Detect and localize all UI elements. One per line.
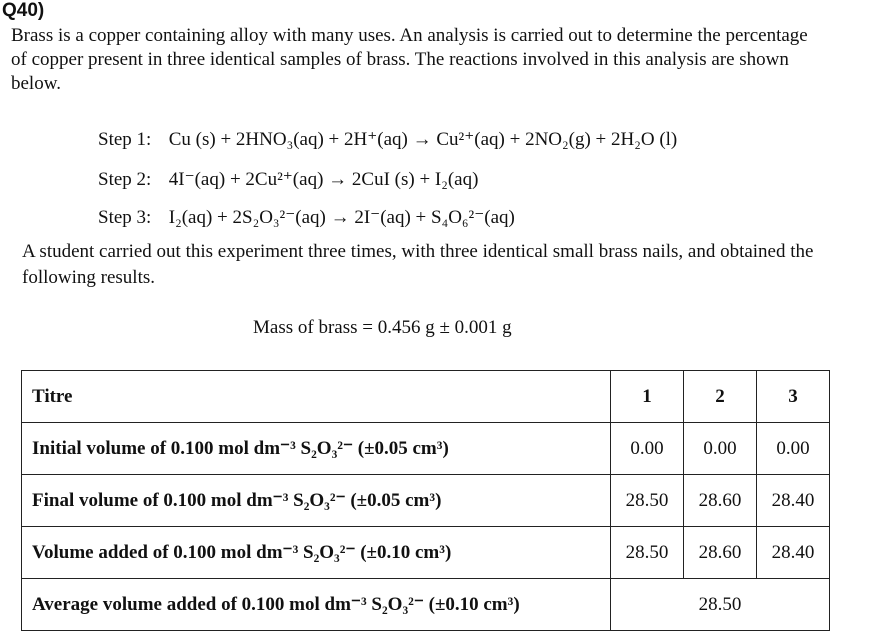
cell-value: 28.40 — [757, 527, 830, 579]
cell-value: 28.50 — [611, 475, 684, 527]
row-label: Volume added of 0.100 mol dm⁻³ S₂O₃²⁻ (±0.10 cm³) — [22, 527, 611, 579]
reaction-step-1 — [98, 128, 677, 151]
cell-value: 28.60 — [684, 475, 757, 527]
cell-value: 28.40 — [757, 475, 830, 527]
reaction-step-3 — [98, 206, 515, 229]
student-paragraph: A student carried out this experiment three times, with three identical small brass nails, and obtained the following results. — [22, 241, 814, 288]
table-row — [22, 527, 830, 579]
step-equation: I₂(aq) + 2S₂O₃²⁻(aq) → 2I⁻(aq) + S₄O₆²⁻(aq) — [168, 207, 515, 228]
cell-value: 0.00 — [757, 423, 830, 475]
reaction-step-2 — [98, 168, 478, 191]
mass-of-brass: Mass of brass = 0.456 g ± 0.001 g — [253, 317, 512, 338]
table-header-row — [22, 371, 830, 423]
row-label: Initial volume of 0.100 mol dm⁻³ S₂O₃²⁻ (±0.05 cm³) — [22, 423, 611, 475]
step-equation: Cu (s) + 2HNO₃(aq) + 2H⁺(aq) → Cu²⁺(aq) + 2NO₂(g) + 2H₂O (l) — [168, 129, 678, 150]
step-equation: 4I⁻(aq) + 2Cu²⁺(aq) → 2CuI (s) + I₂(aq) — [168, 169, 479, 190]
header-col-3: 3 — [757, 371, 830, 423]
step-label: Step 3: — [98, 207, 152, 228]
intro-paragraph: Brass is a copper containing alloy with many uses. An analysis is carried out to determine the percentage of copper present in three identical samples of brass. The reactions involved in this analysis are shown below. — [11, 25, 808, 94]
cell-value: 28.60 — [684, 527, 757, 579]
average-label: Average volume added of 0.100 mol dm⁻³ S₂O₃²⁻ (±0.10 cm³) — [22, 579, 611, 631]
header-label: Titre — [22, 371, 611, 423]
table-row — [22, 475, 830, 527]
header-col-2: 2 — [684, 371, 757, 423]
cell-value: 0.00 — [611, 423, 684, 475]
cell-value: 28.50 — [611, 527, 684, 579]
cell-value: 0.00 — [684, 423, 757, 475]
step-label: Step 2: — [98, 169, 152, 190]
step-label: Step 1: — [98, 129, 152, 150]
results-table — [21, 370, 830, 631]
header-col-1: 1 — [611, 371, 684, 423]
average-value: 28.50 — [611, 579, 830, 631]
table-row — [22, 423, 830, 475]
row-label: Final volume of 0.100 mol dm⁻³ S₂O₃²⁻ (±0.05 cm³) — [22, 475, 611, 527]
question-number: Q40) — [2, 0, 45, 21]
table-average-row — [22, 579, 830, 631]
